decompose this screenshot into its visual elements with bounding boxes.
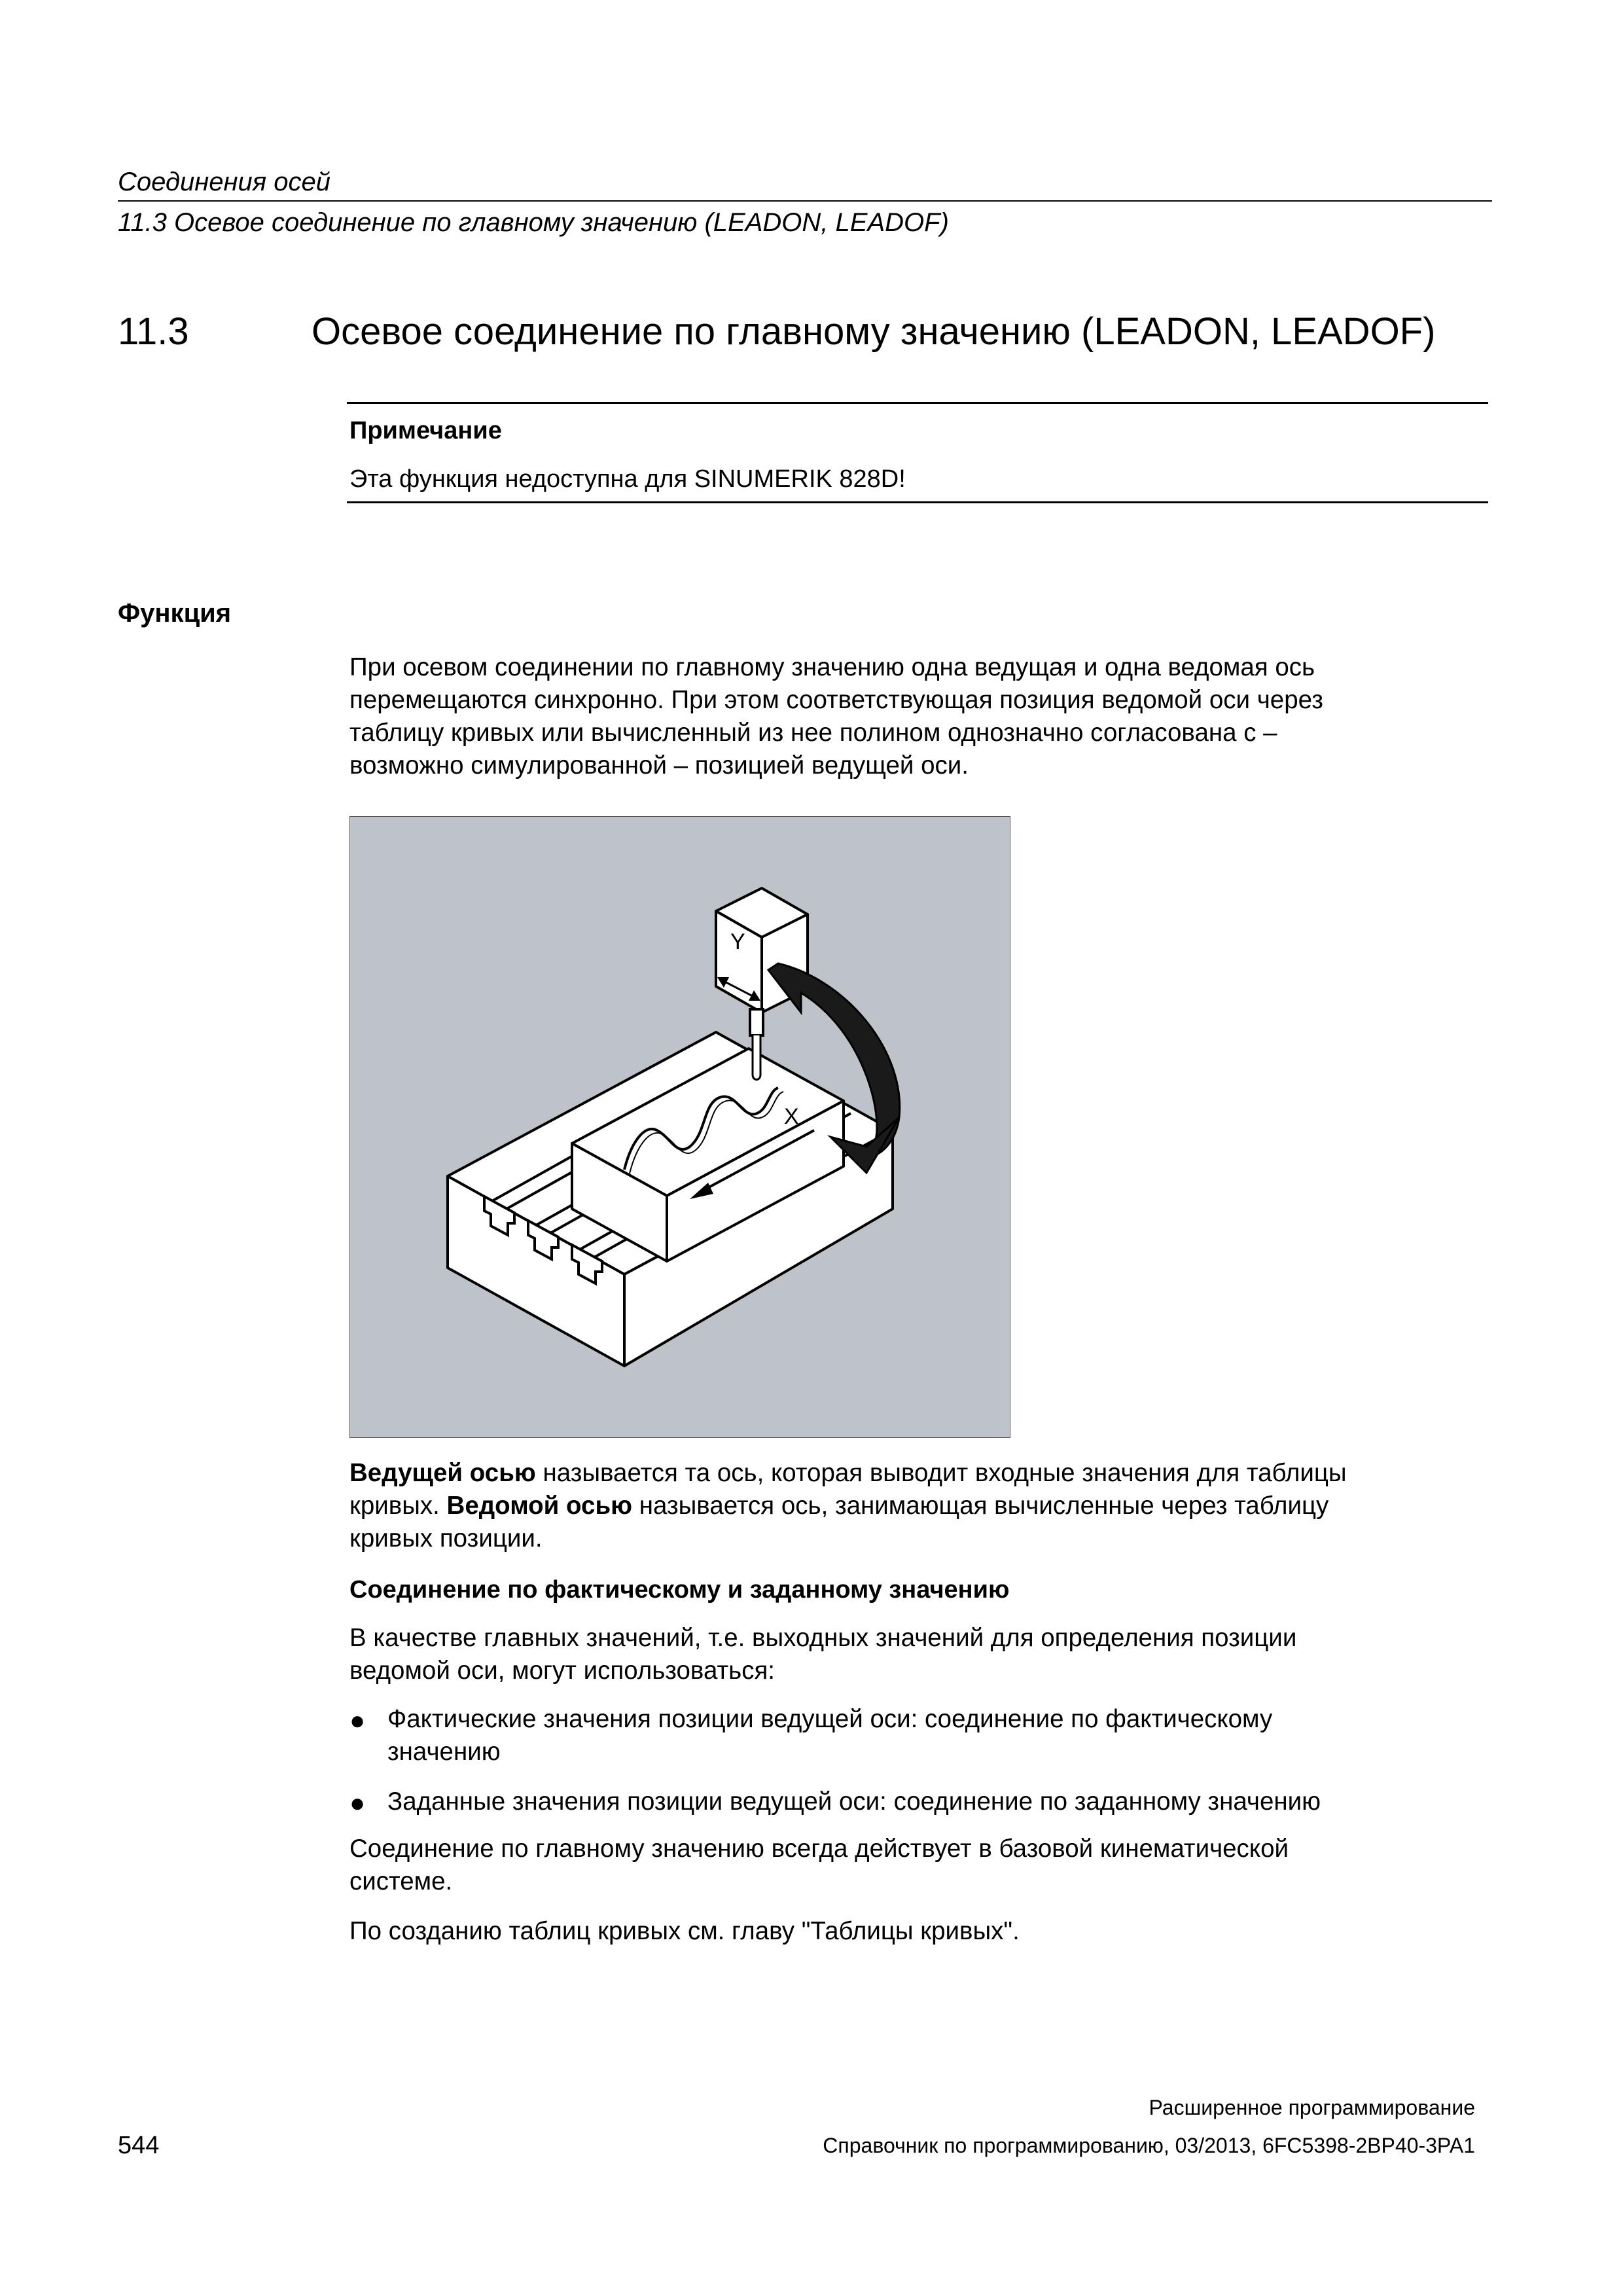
master-values-line: В качестве главных значений, т.е. выходных значений для определения позиции <box>349 1624 1297 1652</box>
spindle <box>750 1009 763 1035</box>
definitions-text: называется та ось, которая выводит входные значения для таблицы <box>535 1459 1347 1487</box>
bullet-item-actual <box>387 1703 1500 1768</box>
basic-system-line: Соединение по главному значению всегда действует в базовой кинематической <box>349 1835 1289 1863</box>
definitions-text: кривых. <box>349 1492 447 1520</box>
intro-line: перемещаются синхронно. При этом соответствующая позиция ведомой оси через <box>349 686 1323 714</box>
machine-table-figure <box>349 816 1010 1438</box>
note-rule-top <box>347 402 1488 404</box>
term-leading-axis: Ведущей осью <box>349 1459 536 1487</box>
x-axis-label: X <box>784 1104 799 1129</box>
footer-doc-ref: Справочник по программированию, 03/2013, 6FC5398-2BP40-3PA1 <box>823 2134 1475 2157</box>
bullet-line: Фактические значения позиции ведущей оси: соединение по фактическому <box>387 1705 1273 1733</box>
basic-system-paragraph <box>349 1833 1501 1898</box>
footer-doc-title: Расширенное программирование <box>1149 2096 1475 2119</box>
definitions-line-3: кривых позиции. <box>349 1524 543 1552</box>
running-header-section: 11.3 Осевое соединение по главному значению (LEADON, LEADOF) <box>118 208 949 237</box>
header-rule <box>118 200 1492 202</box>
reference-paragraph <box>349 1915 1501 1948</box>
bullet-line: значению <box>387 1738 501 1766</box>
function-heading: Функция <box>118 599 232 628</box>
running-header-chapter: Соединения осей <box>118 168 331 196</box>
tool <box>753 1035 760 1080</box>
basic-system-line: системе. <box>349 1867 453 1895</box>
coupling-subheading: Соединение по фактическому и заданному значению <box>349 1576 1010 1604</box>
note-rule-bottom <box>347 501 1488 503</box>
intro-line: При осевом соединении по главному значению одна ведущая и одна ведомая ось <box>349 653 1315 681</box>
section-title: Осевое соединение по главному значению (LEADON, LEADOF) <box>312 310 1436 353</box>
master-values-line: ведомой оси, могут использоваться: <box>349 1657 776 1685</box>
reference-line: По созданию таблиц кривых см. главу "Таблицы кривых". <box>349 1917 1020 1945</box>
definitions-text: называется ось, занимающая вычисленные через таблицу <box>632 1492 1329 1520</box>
definitions-line-1 <box>349 1457 1501 1490</box>
definitions-line-2 <box>349 1490 1501 1522</box>
bullet-item-setpoint: Заданные значения позиции ведущей оси: соединение по заданному значению <box>387 1787 1321 1816</box>
y-axis-label: Y <box>730 929 745 954</box>
page-number: 544 <box>118 2132 160 2159</box>
intro-paragraph <box>349 651 1501 782</box>
note-title: Примечание <box>349 417 502 444</box>
section-number: 11.3 <box>118 310 189 353</box>
intro-line: возможно симулированной – позицией ведущей оси. <box>349 751 969 780</box>
definitions-paragraph <box>349 1457 1501 1555</box>
term-following-axis: Ведомой осью <box>446 1492 633 1520</box>
master-values-paragraph <box>349 1622 1501 1687</box>
note-text: Эта функция недоступна для SINUMERIK 828D! <box>349 465 906 493</box>
intro-line: таблицу кривых или вычисленный из нее полином однозначно согласована с – <box>349 719 1277 747</box>
bullet-dot: ● <box>349 1789 366 1818</box>
bullet-dot: ● <box>349 1706 366 1735</box>
